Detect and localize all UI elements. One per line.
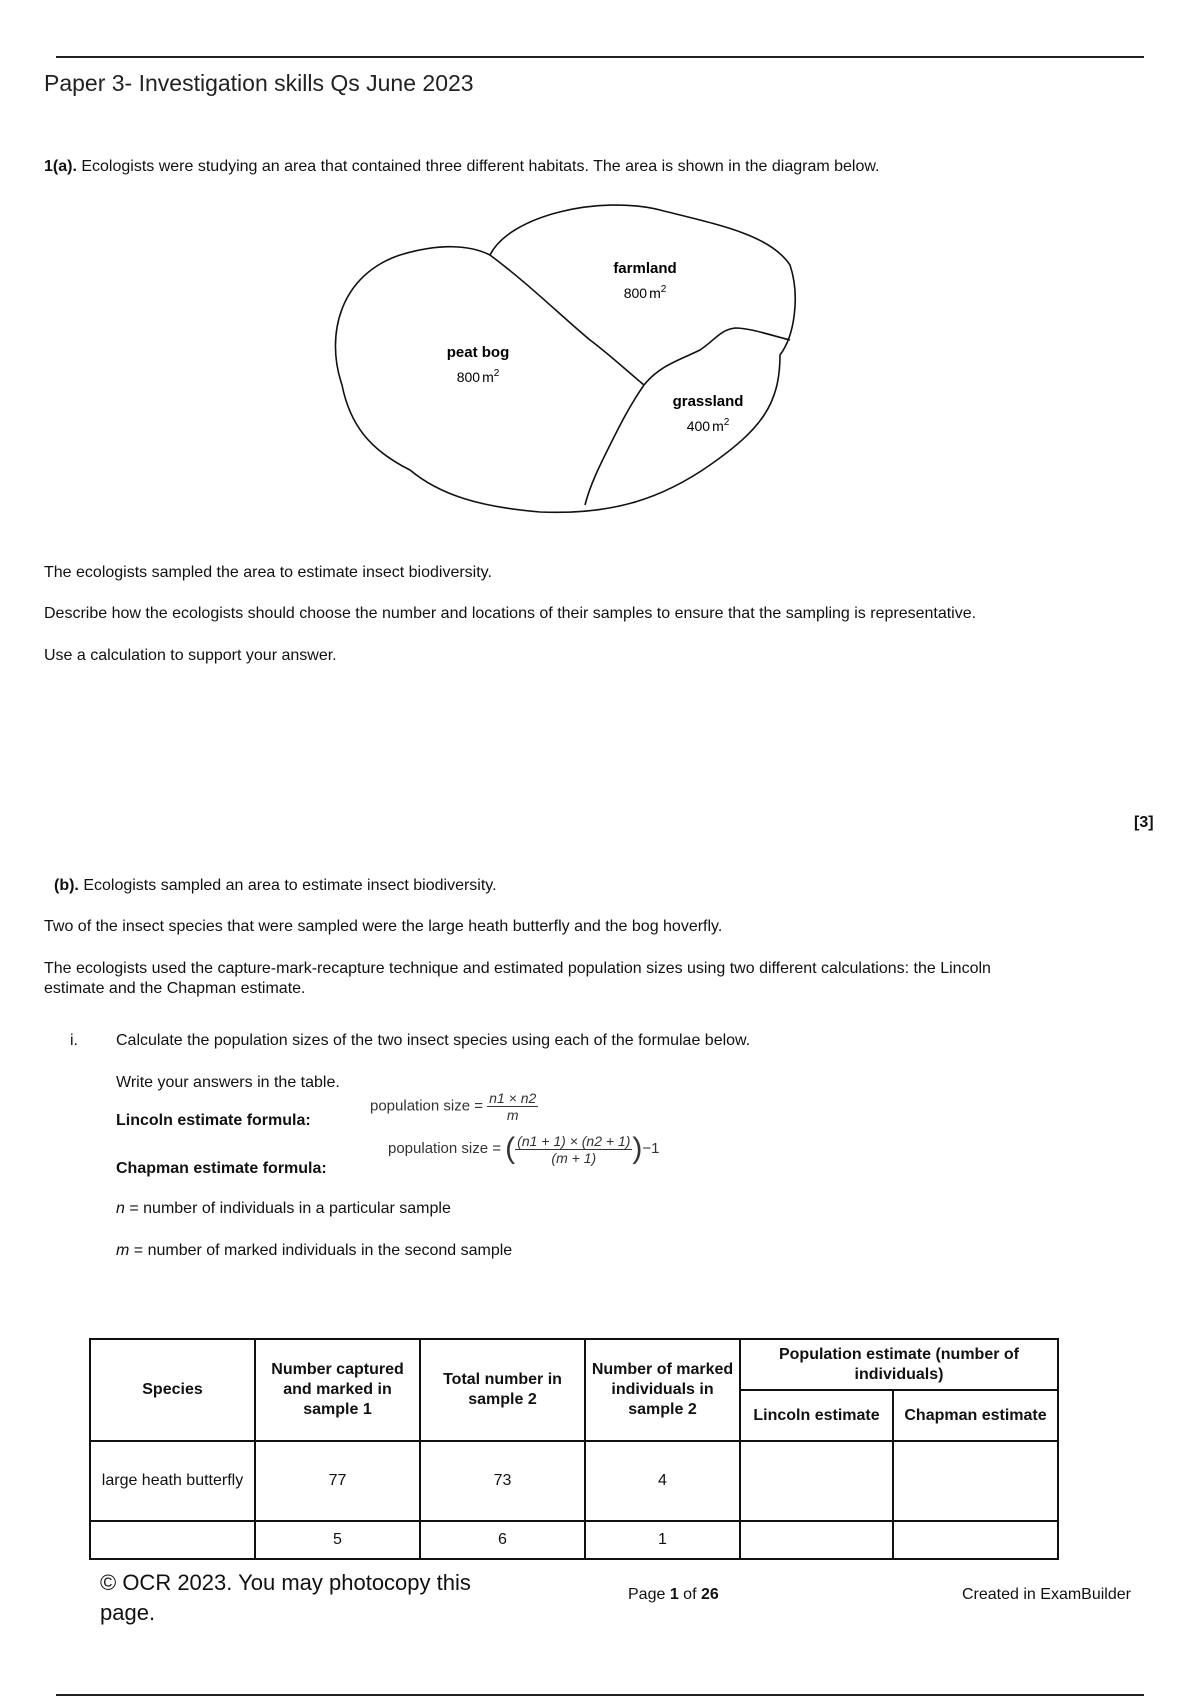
chapman-formula-label: Chapman estimate formula: (116, 1160, 327, 1177)
footer-copyright-text: © OCR 2023. You may photocopy this page. (100, 1570, 471, 1625)
q1a-intro-text: Ecologists were studying an area that contained three different habitats. The area is shown in the diagram below. (81, 158, 880, 175)
n-definition (116, 1199, 451, 1219)
chapman-numerator: (n1 + 1) × (n2 + 1) (517, 1132, 631, 1149)
q1b-para-3b: estimate and the Chapman estimate. (44, 980, 306, 997)
table-header-row (90, 1339, 1058, 1390)
peatbog-grassland-border (585, 385, 644, 505)
q1b-para-2: Two of the insect species that were sampled were the large heath butterfly and the bog hoverfly. (44, 918, 723, 935)
header-species: Species (90, 1339, 255, 1441)
lincoln-formula (370, 1090, 538, 1123)
cell-captured: 5 (255, 1521, 420, 1559)
header-marked: Number of marked individuals in sample 2 (585, 1339, 740, 1441)
left-paren: ( (505, 1132, 516, 1165)
q1a-intro (44, 157, 879, 177)
subquestion-text: Calculate the population sizes of the two insect species using each of the formulae below. (116, 1032, 751, 1049)
cell-lincoln-answer[interactable] (740, 1521, 893, 1559)
chapman-fraction (515, 1133, 632, 1166)
grassland-label: grassland (672, 393, 744, 410)
peatbog-area: 800 $m^2$ (456, 368, 500, 385)
bottom-rule (56, 1694, 1144, 1696)
q1b-para-3a: The ecologists used the capture-mark-recapture technique and estimated population sizes using two different calculations: the Lincoln (44, 960, 991, 977)
write-instruction: Write your answers in the table. (116, 1074, 340, 1091)
lincoln-denominator: m (506, 1107, 519, 1123)
farmland-area: 800 $m^2$ (623, 284, 667, 301)
cell-species (90, 1521, 255, 1559)
q1b-para-1-text: Ecologists sampled an area to estimate insect biodiversity. (83, 877, 497, 894)
q1a-para-1: The ecologists sampled the area to estimate insect biodiversity. (44, 564, 492, 581)
q1a-para-2: Describe how the ecologists should choose the number and locations of their samples to ensure that the sampling is representative. (44, 605, 977, 622)
m-definition (116, 1241, 512, 1261)
m-symbol: m (116, 1242, 130, 1259)
top-rule (56, 56, 1144, 58)
lincoln-lhs: population size = (370, 1097, 483, 1115)
table-row (90, 1441, 1058, 1521)
cell-chapman-answer[interactable] (893, 1441, 1058, 1521)
q1b-para-1 (54, 876, 497, 896)
header-lincoln: Lincoln estimate (740, 1390, 893, 1441)
cell-chapman-answer[interactable] (893, 1521, 1058, 1559)
area-boundary (335, 205, 795, 512)
cell-total: 73 (420, 1441, 585, 1521)
header-chapman: Chapman estimate (893, 1390, 1058, 1441)
page-total: 26 (700, 1586, 719, 1603)
page-prefix: Page (628, 1586, 670, 1603)
q1a-marks: [3] (1134, 814, 1154, 831)
chapman-lhs: population size = (388, 1139, 501, 1157)
lincoln-fraction (487, 1090, 538, 1123)
q1a-para-3: Use a calculation to support your answer. (44, 647, 337, 664)
cell-species: large heath butterfly (90, 1441, 255, 1521)
page-of: of (678, 1586, 701, 1603)
cell-lincoln-answer[interactable] (740, 1441, 893, 1521)
cell-captured: 77 (255, 1441, 420, 1521)
cell-marked: 1 (585, 1521, 740, 1559)
farmland-label: farmland (613, 260, 677, 277)
footer-copyright (100, 1568, 520, 1628)
lincoln-numerator: n1 × n2 (489, 1090, 537, 1106)
chapman-denominator: (m + 1) (551, 1149, 597, 1166)
header-total: Total number in sample 2 (420, 1339, 585, 1441)
n-symbol: n (116, 1200, 125, 1217)
cell-total: 6 (420, 1521, 585, 1559)
right-paren: ) (632, 1132, 643, 1165)
farmland-grassland-border (644, 328, 790, 385)
cell-marked: 4 (585, 1441, 740, 1521)
table-row (90, 1521, 1058, 1559)
population-table (89, 1338, 1059, 1560)
subquestion-number: i. (70, 1032, 78, 1049)
q1a-label: 1(a). (44, 158, 77, 175)
footer-page-number (628, 1586, 719, 1604)
m-definition-text: = number of marked individuals in the second sample (129, 1242, 513, 1259)
q1b-label: (b). (54, 877, 79, 894)
footer-created: Created in ExamBuilder (962, 1586, 1131, 1603)
header-estimate: Population estimate (number of individuals) (740, 1339, 1058, 1390)
peatbog-label: peat bog (446, 344, 510, 361)
chapman-tail: −1 (642, 1139, 660, 1157)
n-definition-text: = number of individuals in a particular sample (124, 1200, 451, 1217)
chapman-formula (388, 1132, 660, 1166)
habitat-diagram (330, 195, 810, 525)
header-captured: Number captured and marked in sample 1 (255, 1339, 420, 1441)
page-current: 1 (669, 1586, 679, 1603)
grassland-area: 400 $m^2$ (686, 417, 730, 434)
page-title: Paper 3- Investigation skills Qs June 2023 (44, 70, 474, 96)
lincoln-formula-label: Lincoln estimate formula: (116, 1112, 311, 1129)
